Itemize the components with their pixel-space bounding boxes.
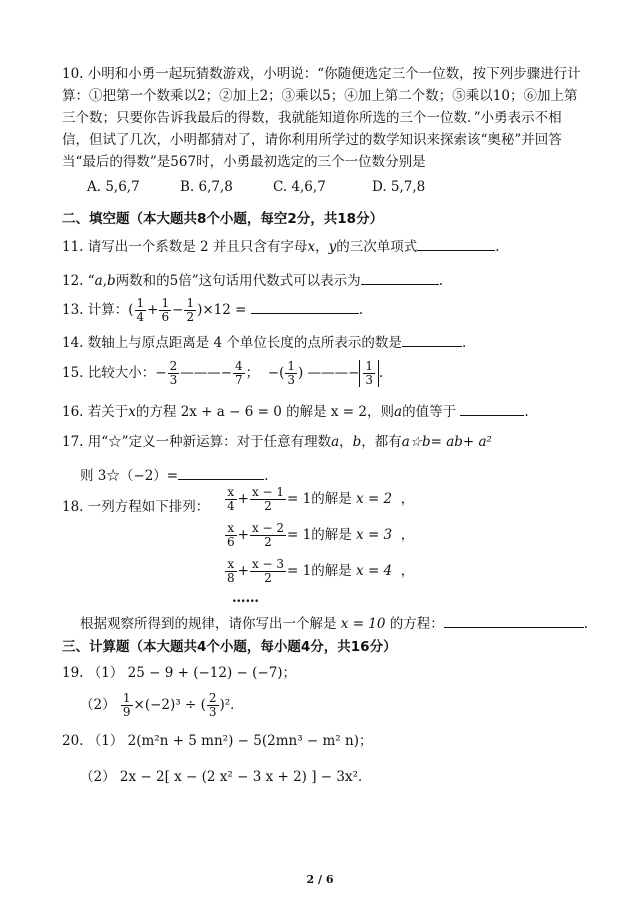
q15-paren-close: ) <box>298 365 304 381</box>
q17-post: ，都有 <box>361 434 402 450</box>
q11-var-y: y <box>328 239 337 255</box>
equation-solution: x = 4 <box>356 563 393 579</box>
ellipsis: …… <box>232 590 259 606</box>
fraction: $\frac{x - 1}{2}$ <box>251 485 285 513</box>
fraction: $\frac{1}{3}$ <box>287 359 295 387</box>
question-20-part2: （2） 2x − 2[ x − (2 x² − 3 x + 2) ] − 3x²． <box>80 769 372 785</box>
q15-paren-open: −( <box>267 365 285 381</box>
fraction: $\frac{2}{3}$ <box>208 691 217 719</box>
q16-var-a: a <box>394 404 403 420</box>
answer-blank[interactable] <box>361 272 439 285</box>
minus-sign: − <box>220 365 233 381</box>
fraction: $\frac{x - 2}{2}$ <box>251 521 285 549</box>
q11-text-post: 的三次单项式 <box>336 239 418 255</box>
equation-solution: x = 3 <box>356 527 393 543</box>
q18-end: . <box>583 616 589 632</box>
q17-end: . <box>264 468 269 484</box>
question-15 <box>62 360 383 387</box>
q19-p2-pre: （2） <box>80 697 116 713</box>
fraction: $\frac{x - 3}{2}$ <box>251 557 285 585</box>
answer-blank[interactable] <box>178 467 264 480</box>
q16-solution: x = 2 <box>330 404 368 420</box>
q15-pre: 15. 比较大小：− <box>62 365 167 381</box>
section-heading-fill-in: 二、填空题（本大题共8个小题，每空2分，共18分） <box>62 211 384 227</box>
q12-post: 两数和的5倍”这句话用代数式可以表示为 <box>115 273 361 289</box>
q16-mid2: 的解是 <box>286 404 327 420</box>
q12-comma: , <box>102 273 108 289</box>
q16-post2: 的值等于 <box>402 404 457 420</box>
question-18-last <box>80 612 588 632</box>
equation-row: $\frac{x}{4}$ + $\frac{x - 1}{2}$ = 1的解是 x = 2 ， <box>227 485 415 513</box>
equation-punct: ， <box>400 527 415 543</box>
q19-end: )²． <box>219 697 244 713</box>
q17-var-b: b <box>352 434 362 450</box>
minus-sign: − <box>172 302 184 318</box>
fraction: $\frac{x}{4}$ <box>227 485 235 513</box>
question-13 <box>62 297 363 324</box>
q16-post: ，则 <box>367 404 395 420</box>
compare-blank-2[interactable]: ——— <box>307 365 349 381</box>
answer-blank[interactable] <box>251 301 359 314</box>
q16-equation: 2x + a − 6 = 0 <box>180 404 282 420</box>
q17-line2: 则 3☆（−2）= <box>80 468 179 484</box>
equation-rest: = 1的解是 <box>287 563 352 579</box>
answer-blank[interactable] <box>417 238 495 251</box>
q11-sep: ， <box>315 239 329 255</box>
absolute-value <box>359 360 379 387</box>
answer-blank[interactable] <box>402 334 462 347</box>
question-20-part1: 20. （1） 2(m²n + 5 mn²) − 5(2mn³ − m² n)； <box>62 733 373 749</box>
q19-mid: ×(−2)³ ÷ ( <box>133 697 206 713</box>
q15-sep: ； <box>245 365 260 381</box>
question-12 <box>62 269 443 289</box>
q17-pre: 17. 用“☆”定义一种新运算：对于任意有理数 <box>62 434 332 450</box>
fraction: $\frac{1}{3}$ <box>365 359 374 387</box>
q15-end: . <box>379 365 384 381</box>
q16-end: . <box>524 404 529 420</box>
q18-last: 根据观察所得到的规律，请你写出一个解是 <box>80 616 337 632</box>
answer-blank[interactable] <box>444 615 584 628</box>
fraction: $\frac{1}{6}$ <box>161 296 170 324</box>
fraction: $\frac{x}{6}$ <box>227 521 235 549</box>
q13-post: )×12 = <box>197 302 247 318</box>
compare-blank-1[interactable]: ——— <box>180 365 221 381</box>
q11-var-x: x <box>307 239 316 255</box>
question-19-part1: 19. （1） 25 − 9 + (−12) − (−7)； <box>62 665 297 681</box>
question-17-line2 <box>80 464 268 484</box>
question-10-text: 10. 小明和小勇一起玩猜数游戏，小明说：“你随便选定三个一位数，按下列步骤进行计算：①把第一个数乘以2；②加上2；③乘以5；④加上第二个数；⑤乘以10；⑥加上第三个数；只要你告诉我最后的得数，我就能知道你所选的三个一位数．”小勇表示不相信，但试了几次，小明都猜对了，请你利用所学过的数学知识来探索该“奥秘”并回答当“最后的得数”是567时，小勇最初选定的三个一位数分别是 <box>62 66 581 170</box>
minus-sign: − <box>348 365 360 381</box>
equation-row: $\frac{x}{6}$ + $\frac{x - 2}{2}$ = 1的解是 x = 3 ， <box>227 521 415 549</box>
equation-punct: ， <box>400 563 415 579</box>
q17-definition: a☆b= ab+ a² <box>401 434 492 450</box>
fraction: $\frac{1}{9}$ <box>122 691 131 719</box>
q14-text: 14. 数轴上与原点距离是 4 个单位长度的点所表示的数是 <box>62 335 402 351</box>
q13-pre: 13. 计算：( <box>62 302 134 318</box>
equation-solution: x = 2 <box>356 491 393 507</box>
question-19-part2 <box>80 692 244 719</box>
question-11 <box>62 235 500 255</box>
q13-end: . <box>358 302 364 318</box>
q18-last-post: 的方程： <box>389 616 444 632</box>
q11-end: . <box>495 239 500 255</box>
q18-last-solution: x = 10 <box>340 616 386 632</box>
q10-option-d: D. 5,7,8 <box>372 179 426 195</box>
q10-option-b: B. 6,7,8 <box>180 179 233 195</box>
answer-blank[interactable] <box>460 403 524 416</box>
fraction: $\frac{1}{2}$ <box>186 296 195 324</box>
q14-end: . <box>461 335 467 351</box>
q16-mid: 的方程 <box>135 404 177 420</box>
section-heading-calculation: 三、计算题（本大题共4个小题，每小题4分，共16分） <box>62 639 397 655</box>
equation-row: $\frac{x}{8}$ + $\frac{x - 3}{2}$ = 1的解是 x = 4 ， <box>227 557 415 585</box>
plus-sign: + <box>147 302 159 318</box>
q16-pre: 16. 若关于 <box>62 404 129 420</box>
equation-rest: = 1的解是 <box>287 491 352 507</box>
q17-var-a: a <box>331 434 340 450</box>
q16-var-x: x <box>128 404 136 420</box>
question-18: 18. 一列方程如下排列： <box>62 499 210 515</box>
question-14 <box>62 331 466 351</box>
q12-end: . <box>438 273 443 289</box>
q17-comma: ， <box>339 434 353 450</box>
fraction: $\frac{2}{3}$ <box>169 359 178 387</box>
fraction: $\frac{4}{7}$ <box>235 359 243 387</box>
question-17 <box>62 430 492 450</box>
fraction: $\frac{x}{8}$ <box>227 557 235 585</box>
q10-option-a: A. 5,6,7 <box>87 179 140 195</box>
q10-option-c: C. 4,6,7 <box>273 179 326 195</box>
q12-pre: 12. “ <box>62 273 95 289</box>
page-number: 2 / 6 <box>306 873 334 886</box>
q11-text: 11. 请写出一个系数是 2 并且只含有字母 <box>62 239 308 255</box>
fraction: $\frac{1}{4}$ <box>136 296 145 324</box>
equation-punct: ， <box>400 491 415 507</box>
question-16 <box>62 400 529 420</box>
q12-var-b: b <box>107 273 116 289</box>
q12-var-a: a <box>94 273 103 289</box>
equation-rest: = 1的解是 <box>287 527 352 543</box>
